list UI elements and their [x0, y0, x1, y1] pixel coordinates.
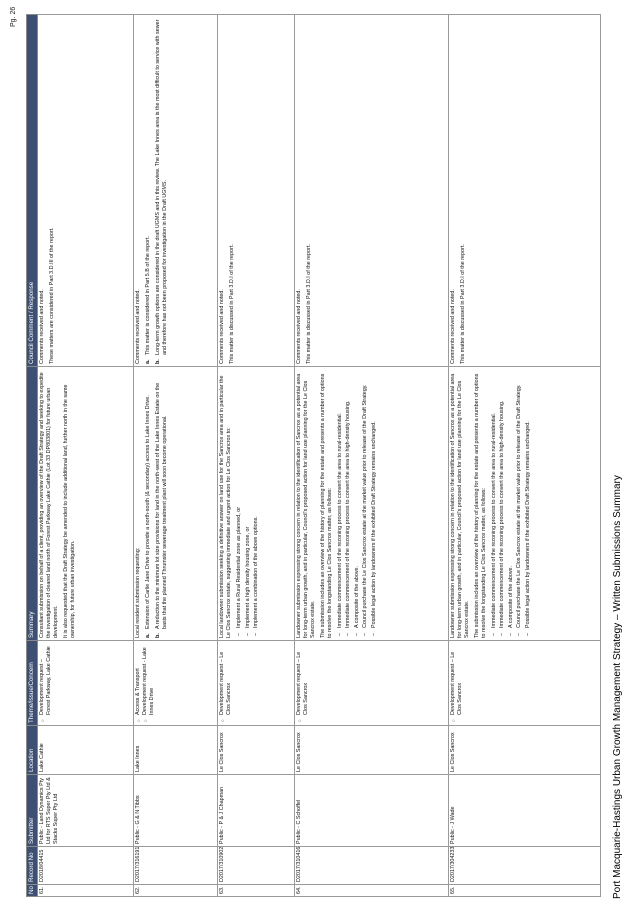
- list-text: This matter is considered in Part 5.B of the report.: [145, 236, 152, 355]
- response-paragraph: This matter is discussed in Part 3.D.I of the report.: [229, 244, 236, 364]
- page-number: Pg. 26: [10, 6, 17, 27]
- response-paragraph: Comments received and noted.: [39, 289, 46, 364]
- table-row: [294, 15, 448, 897]
- response-cell: [37, 15, 133, 367]
- summary-dash-item: – Possible legal action by landowners if the exhibited Draft Strategy remains unchanged.: [371, 369, 378, 628]
- summary-dash-item: – Implement a combination of the above options.: [253, 369, 260, 628]
- column-header-summary: Summary: [27, 367, 38, 641]
- column-header-response: Council Comment / Response: [27, 15, 38, 367]
- submitter: Public - G & N Tibbs: [133, 775, 217, 847]
- summary-dash-item: – Immediate commencement of the rezoning process to convert the area to rural-residential.: [337, 369, 344, 628]
- list-text: A reduction to the minimum lot size provisions for land in the north-west of the Lake Innes Estate on the basis that the planned Thrumster sewerage treatment plant will soon become operational.: [155, 382, 169, 629]
- record-number: D2017/310416: [294, 847, 448, 885]
- summary-dash-item: – A composite of the above.: [508, 369, 515, 628]
- summary-dash-item: – Immediate commencement of the rezoning process to convert the area to high-density housing.: [499, 369, 506, 628]
- summary-dash-item: – Council purchase the Le Clos Sancrox estate at the market value prior to release of the Draft Strategy.: [362, 369, 369, 628]
- theme-cell: [37, 641, 133, 726]
- summary-dash-item: – Council purchase the Le Clos Sancrox estate at the market value prior to release of the Draft Strategy.: [516, 369, 523, 628]
- list-text: Long-term growth options are considered in the draft UGMS and in this review. The Lake Innes area is the most difficult to service with sewer and therefore has not been proposed for investigation in the Draft UGMS.: [155, 19, 169, 355]
- summary-paragraph: Local resident submission requesting:: [135, 547, 142, 638]
- response-cell: [294, 15, 448, 367]
- list-marker: b.: [155, 359, 162, 364]
- submitter: Public - Land Dynamics Pty Ltd for RTS Super Pty Ltd & Stacks Super Pty Ltd: [37, 775, 133, 847]
- submitter: Public - P & J Chapman: [217, 775, 294, 847]
- summary-dash-item: – Possible legal action by landowners if the exhibited Draft Strategy remains unchanged.: [525, 369, 532, 628]
- theme-item: ○ Development request – Le Clos Sancrox: [219, 643, 233, 715]
- column-header-submitter: Submitter: [27, 775, 38, 847]
- theme-item: ○ Development request - Lake Innes Drive: [142, 643, 156, 715]
- theme-cell: [133, 641, 217, 726]
- list-marker: a.: [145, 359, 152, 364]
- document-title: Port Macquarie-Hastings Urban Growth Management Strategy – Written Submissions Summary: [612, 475, 623, 899]
- summary-cell: [294, 367, 448, 641]
- record-number: D2017/304233: [448, 847, 600, 885]
- summary-dash-item: – A composite of the above.: [354, 369, 361, 628]
- response-paragraph: Comments received and noted.: [219, 289, 226, 364]
- list-marker: b.: [155, 633, 162, 638]
- column-header-theme: Theme/Issue/Concern: [27, 641, 38, 726]
- summary-list-item: [155, 369, 169, 638]
- theme-cell: [217, 641, 294, 726]
- response-paragraph: This matter is discussed in Part 3.D.I of the report.: [306, 244, 313, 364]
- column-header-no: No: [27, 885, 38, 897]
- response-cell: [217, 15, 294, 367]
- location: Lake Cathie: [37, 726, 133, 775]
- response-list-item: [145, 17, 152, 364]
- column-header-record-no: Record No: [27, 847, 38, 885]
- response-cell: [133, 15, 217, 367]
- theme-item: ○ Development request – Le Clos Sancrox: [296, 643, 310, 715]
- response-paragraph: Comments received and noted.: [135, 289, 142, 364]
- row-number: 63.: [217, 885, 294, 897]
- row-number: 65.: [448, 885, 600, 897]
- row-number: 64.: [294, 885, 448, 897]
- summary-list-item: [145, 369, 152, 638]
- list-marker: a.: [145, 633, 152, 638]
- record-number: D2017/310902: [217, 847, 294, 885]
- theme-item: ○ Development request – Le Clos Sancrox: [450, 643, 464, 715]
- record-number: D2017/316191: [133, 847, 217, 885]
- summary-paragraph: Consultant submission on behalf of a client, providing an overview of the Draft Strategy and seeking to expedite the investigation of cleared land north of Forest Parkway Lake Cathie (Lot 33 DP803801) for future urban development.: [39, 372, 60, 638]
- response-cell: [448, 15, 600, 367]
- summary-cell: [448, 367, 600, 641]
- response-list-item: [155, 17, 169, 364]
- table-header-row: [27, 15, 38, 897]
- column-header-location: Location: [27, 726, 38, 775]
- theme-cell: [448, 641, 600, 726]
- summary-cell: [37, 367, 133, 641]
- response-paragraph: Comments received and noted.: [296, 289, 303, 364]
- location: Lake Innes: [133, 726, 217, 775]
- response-paragraph: Comments received and noted.: [450, 289, 457, 364]
- submitter: Public - J Wade: [448, 775, 600, 847]
- row-number: 62.: [133, 885, 217, 897]
- table-row: [217, 15, 294, 897]
- response-paragraph: These matters are considered in Part 3.D.III of the report.: [49, 227, 56, 364]
- theme-item: ○ Development request – Forest Parkway, Lake Cathie: [39, 643, 53, 715]
- summary-paragraph: It is also requested that the Draft Strategy be amended to include additional land, further north in the same ownership, for future urban investigation.: [63, 384, 77, 638]
- summary-paragraph: The submission includes an overview of the history of planning for the estate and presents a number of options to resolve the longstanding Le Clos Sancrox matter, as follows:: [320, 373, 334, 638]
- summary-dash-item: – Implement a Rural Residential zone as planned, or: [236, 369, 243, 628]
- theme-cell: [294, 641, 448, 726]
- row-number: 61.: [37, 885, 133, 897]
- summary-paragraph: The submission includes an overview of the history of planning for the estate and presents a number of options to resolve the longstanding Le Clos Sancrox matter, as follows:: [474, 373, 488, 638]
- summary-dash-item: – Implement a high density housing zone, or: [245, 369, 252, 628]
- table-row: [448, 15, 600, 897]
- location: Le Clos Sancrox: [294, 726, 448, 775]
- location: Le Clos Sancrox: [448, 726, 600, 775]
- table-row: [133, 15, 217, 897]
- summary-paragraph: Landowner submission expressing strong concern in relation to the identification of Sancrox as a potential area for long-term urban growth, and in particular, Council's proposed action for land use planning for the Le Clos Sancrox estate.: [450, 373, 471, 638]
- theme-item: ○ Access & Transport: [135, 643, 142, 715]
- summary-dash-item: – Immediate commencement of the rezoning process to convert the area to rural-residential.: [491, 369, 498, 628]
- table-row: [37, 15, 133, 897]
- record-number: D2018/04415: [37, 847, 133, 885]
- response-paragraph: This matter is discussed in Part 3.D.I of the report.: [460, 244, 467, 364]
- summary-dash-item: – Immediate commencement of the rezoning process to convert the area to high-density housing.: [345, 369, 352, 628]
- location: Le Clos Sancrox: [217, 726, 294, 775]
- submitter: Public - C Schoffel: [294, 775, 448, 847]
- submissions-table: [26, 14, 601, 897]
- list-text: Extension of Carlie Jane Drive to provide a north-south (& secondary) access to Lake Innes Drive.: [145, 395, 152, 629]
- summary-paragraph: Local landowner submission seeking a definitive answer on land use for the Sancrox area and in particular the Le Clos Sancrox estate, suggesting immediate and urgent action for Le Clos Sancrox to:: [219, 375, 233, 638]
- summary-cell: [133, 367, 217, 641]
- summary-paragraph: Landowner submission expressing strong concern in relation to the identification of Sancrox as a potential area for long-term urban growth, and in particular, Council's proposed action for land use planning for the Le Clos Sancrox estate.: [296, 373, 317, 638]
- summary-cell: [217, 367, 294, 641]
